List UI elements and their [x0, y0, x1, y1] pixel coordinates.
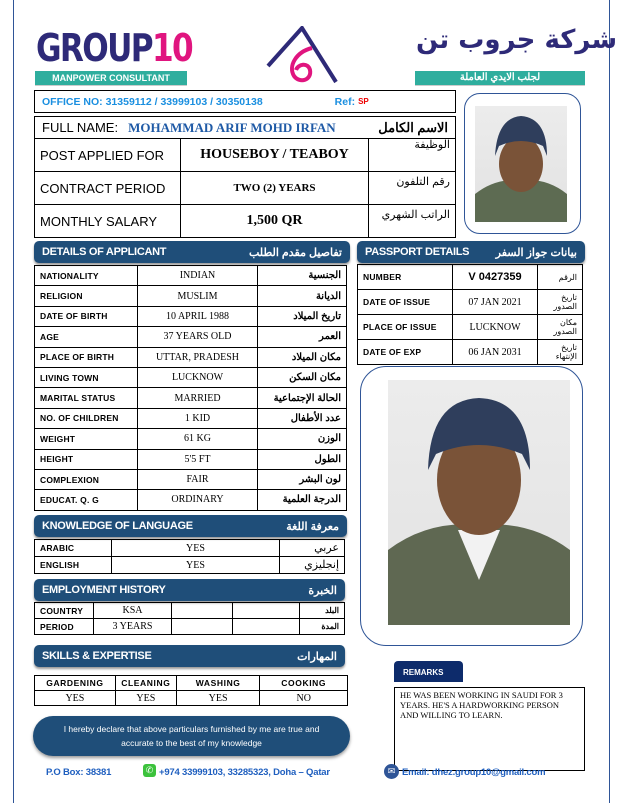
table-row [35, 429, 347, 449]
passport-ar: تاريخ الإنتهاء [538, 340, 583, 365]
section-title-ar: تفاصيل مقدم الطلب [249, 246, 342, 259]
full-name-ar: الاسم الكامل [378, 119, 448, 135]
language-table [34, 539, 345, 574]
passport-label: DATE OF EXP [358, 340, 453, 365]
detail-label: EDUCAT. Q. G [35, 490, 138, 510]
skill-label: GARDENING [35, 676, 116, 691]
remarks-text: HE WAS BEEN WORKING IN SAUDI FOR 3 YEARS. HE'S A HARDWORKING PERSON AND WILLING TO LEARN. [394, 687, 585, 771]
detail-ar: مكان السكن [258, 367, 347, 387]
remarks-label: REMARKS [394, 661, 463, 682]
skill-value: NO [260, 691, 348, 706]
logo-subtitle: MANPOWER CONSULTANT [35, 71, 187, 86]
detail-label: PLACE OF BIRTH [35, 347, 138, 367]
detail-value: MARRIED [138, 388, 258, 408]
detail-value: MUSLIM [138, 286, 258, 306]
detail-ar: الجنسية [258, 266, 347, 286]
passport-ar: الرقم [538, 265, 583, 290]
row-ar: رقم التلفون [369, 172, 456, 205]
row-label: MONTHLY SALARY [35, 205, 181, 238]
table-row [35, 139, 456, 172]
table-row [358, 290, 583, 315]
empty-cell [172, 603, 233, 619]
language-value: YES [112, 557, 280, 574]
detail-label: COMPLEXION [35, 469, 138, 489]
large-photo-frame [360, 366, 583, 646]
applicant-photo-large [388, 380, 570, 625]
office-box [34, 90, 456, 113]
detail-value: LUCKNOW [138, 367, 258, 387]
language-label: ARABIC [35, 540, 112, 557]
language-ar: إنجليزي [280, 557, 345, 574]
full-name-label: FULL NAME: [42, 120, 119, 135]
detail-ar: الدرجة العلمية [258, 490, 347, 510]
center-emblem-icon [266, 26, 338, 86]
language-ar: عربي [280, 540, 345, 557]
period-value: 3 YEARS [94, 619, 172, 635]
table-row [35, 603, 345, 619]
row-label: POST APPLIED FOR [35, 139, 181, 172]
detail-label: WEIGHT [35, 429, 138, 449]
applicant-photo-small [475, 106, 567, 222]
passport-ar: تاريخ الصدور [538, 290, 583, 315]
row-ar: الراتب الشهري [369, 205, 456, 238]
table-row [35, 327, 347, 347]
row-ar: الوظيفة [369, 139, 456, 172]
detail-label: NATIONALITY [35, 266, 138, 286]
language-label: ENGLISH [35, 557, 112, 574]
detail-value: 5'5 FT [138, 449, 258, 469]
detail-value: 10 APRIL 1988 [138, 306, 258, 326]
detail-label: MARITAL STATUS [35, 388, 138, 408]
applicant-section-header [34, 241, 350, 263]
table-row [35, 490, 347, 510]
main-info-table [34, 138, 456, 238]
table-row [35, 557, 345, 574]
section-title: KNOWLEDGE OF LANGUAGE [42, 520, 193, 532]
table-row [35, 306, 347, 326]
detail-ar: العمر [258, 327, 347, 347]
detail-value: 37 YEARS OLD [138, 327, 258, 347]
detail-label: HEIGHT [35, 449, 138, 469]
section-title: DETAILS OF APPLICANT [42, 246, 167, 258]
table-row [35, 619, 345, 635]
row-label: CONTRACT PERIOD [35, 172, 181, 205]
footer-phone: +974 33999103, 33285323, Doha – Qatar [159, 767, 330, 778]
detail-ar: مكان الميلاد [258, 347, 347, 367]
declaration: I hereby declare that above particulars furnished by me are true and accurate to the best of my knowledge [33, 716, 350, 756]
table-row [358, 265, 583, 290]
detail-value: FAIR [138, 469, 258, 489]
detail-ar: الحالة الإجتماعية [258, 388, 347, 408]
table-row [358, 315, 583, 340]
table-row [35, 691, 348, 706]
passport-label: PLACE OF ISSUE [358, 315, 453, 340]
full-name-value: MOHAMMAD ARIF MOHD IRFAN [128, 119, 336, 135]
detail-label: LIVING TOWN [35, 367, 138, 387]
skill-label: COOKING [260, 676, 348, 691]
detail-label: DATE OF BIRTH [35, 306, 138, 326]
table-row [35, 388, 347, 408]
section-title-ar: الخبرة [308, 584, 337, 597]
detail-value: ORDINARY [138, 490, 258, 510]
passport-value: 06 JAN 2031 [453, 340, 538, 365]
group10-logo [36, 28, 192, 68]
full-name-row [34, 116, 456, 139]
detail-ar: الوزن [258, 429, 347, 449]
table-row [35, 266, 347, 286]
table-row [35, 449, 347, 469]
passport-section-header [357, 241, 585, 263]
country-value: KSA [94, 603, 172, 619]
detail-label: RELIGION [35, 286, 138, 306]
detail-label: AGE [35, 327, 138, 347]
skill-value: YES [35, 691, 116, 706]
table-row [35, 408, 347, 428]
detail-ar: لون البشر [258, 469, 347, 489]
section-title-ar: بيانات جواز السفر [495, 246, 577, 259]
section-title: EMPLOYMENT HISTORY [42, 584, 166, 596]
logo-text: GROUP [36, 26, 153, 70]
detail-label: NO. OF CHILDREN [35, 408, 138, 428]
passport-value: LUCKNOW [453, 315, 538, 340]
passport-value: V 0427359 [453, 265, 538, 290]
detail-value: 61 KG [138, 429, 258, 449]
skills-table [34, 675, 348, 706]
period-label: PERIOD [35, 619, 94, 635]
table-row [35, 205, 456, 238]
detail-ar: تاريخ الميلاد [258, 306, 347, 326]
detail-value: 1 KID [138, 408, 258, 428]
ref-label: Ref: [334, 95, 356, 108]
skill-label: CLEANING [115, 676, 176, 691]
period-ar: المدة [300, 619, 345, 635]
empty-cell [172, 619, 233, 635]
employment-section-header [34, 579, 345, 601]
section-title: SKILLS & EXPERTISE [42, 650, 152, 662]
skill-label: WASHING [176, 676, 260, 691]
table-row [35, 676, 348, 691]
skill-value: YES [176, 691, 260, 706]
row-value: TWO (2) YEARS [181, 172, 369, 205]
table-row [35, 469, 347, 489]
empty-cell [233, 619, 300, 635]
detail-ar: عدد الأطفال [258, 408, 347, 428]
whatsapp-icon: ✆ [143, 764, 156, 777]
passport-ar: مكان الصدور [538, 315, 583, 340]
passport-label: DATE OF ISSUE [358, 290, 453, 315]
row-value: HOUSEBOY / TEABOY [181, 139, 369, 172]
detail-ar: الطول [258, 449, 347, 469]
table-row [35, 540, 345, 557]
footer-email[interactable]: Email: dhez.group10@gmail.com [402, 767, 546, 778]
section-title-ar: المهارات [297, 650, 337, 663]
table-row [35, 172, 456, 205]
language-value: YES [112, 540, 280, 557]
empty-cell [233, 603, 300, 619]
ref-value: SP [358, 97, 369, 106]
section-title-ar: معرفة اللغة [286, 520, 339, 533]
country-label: COUNTRY [35, 603, 94, 619]
passport-table [357, 264, 583, 365]
arabic-logo-subtitle: لجلب الايدي العاملة [415, 71, 585, 86]
row-value: 1,500 QR [181, 205, 369, 238]
email-icon: ✉ [384, 764, 399, 779]
logo-number: 10 [152, 26, 193, 70]
po-box: P.O Box: 38381 [46, 767, 112, 778]
detail-value: UTTAR, PRADESH [138, 347, 258, 367]
language-section-header [34, 515, 347, 537]
country-ar: البلد [300, 603, 345, 619]
skills-section-header [34, 645, 345, 667]
small-photo-frame [464, 93, 581, 234]
applicant-table [34, 265, 347, 511]
detail-value: INDIAN [138, 266, 258, 286]
table-row [35, 347, 347, 367]
table-row [358, 340, 583, 365]
passport-value: 07 JAN 2021 [453, 290, 538, 315]
arabic-logo: شركة جروب تن [416, 25, 617, 55]
section-title: PASSPORT DETAILS [365, 246, 470, 258]
employment-table [34, 602, 345, 635]
table-row [35, 367, 347, 387]
passport-label: NUMBER [358, 265, 453, 290]
skill-value: YES [115, 691, 176, 706]
office-numbers: OFFICE NO: 31359112 / 33999103 / 30350138 [42, 95, 263, 108]
detail-ar: الديانة [258, 286, 347, 306]
table-row [35, 286, 347, 306]
